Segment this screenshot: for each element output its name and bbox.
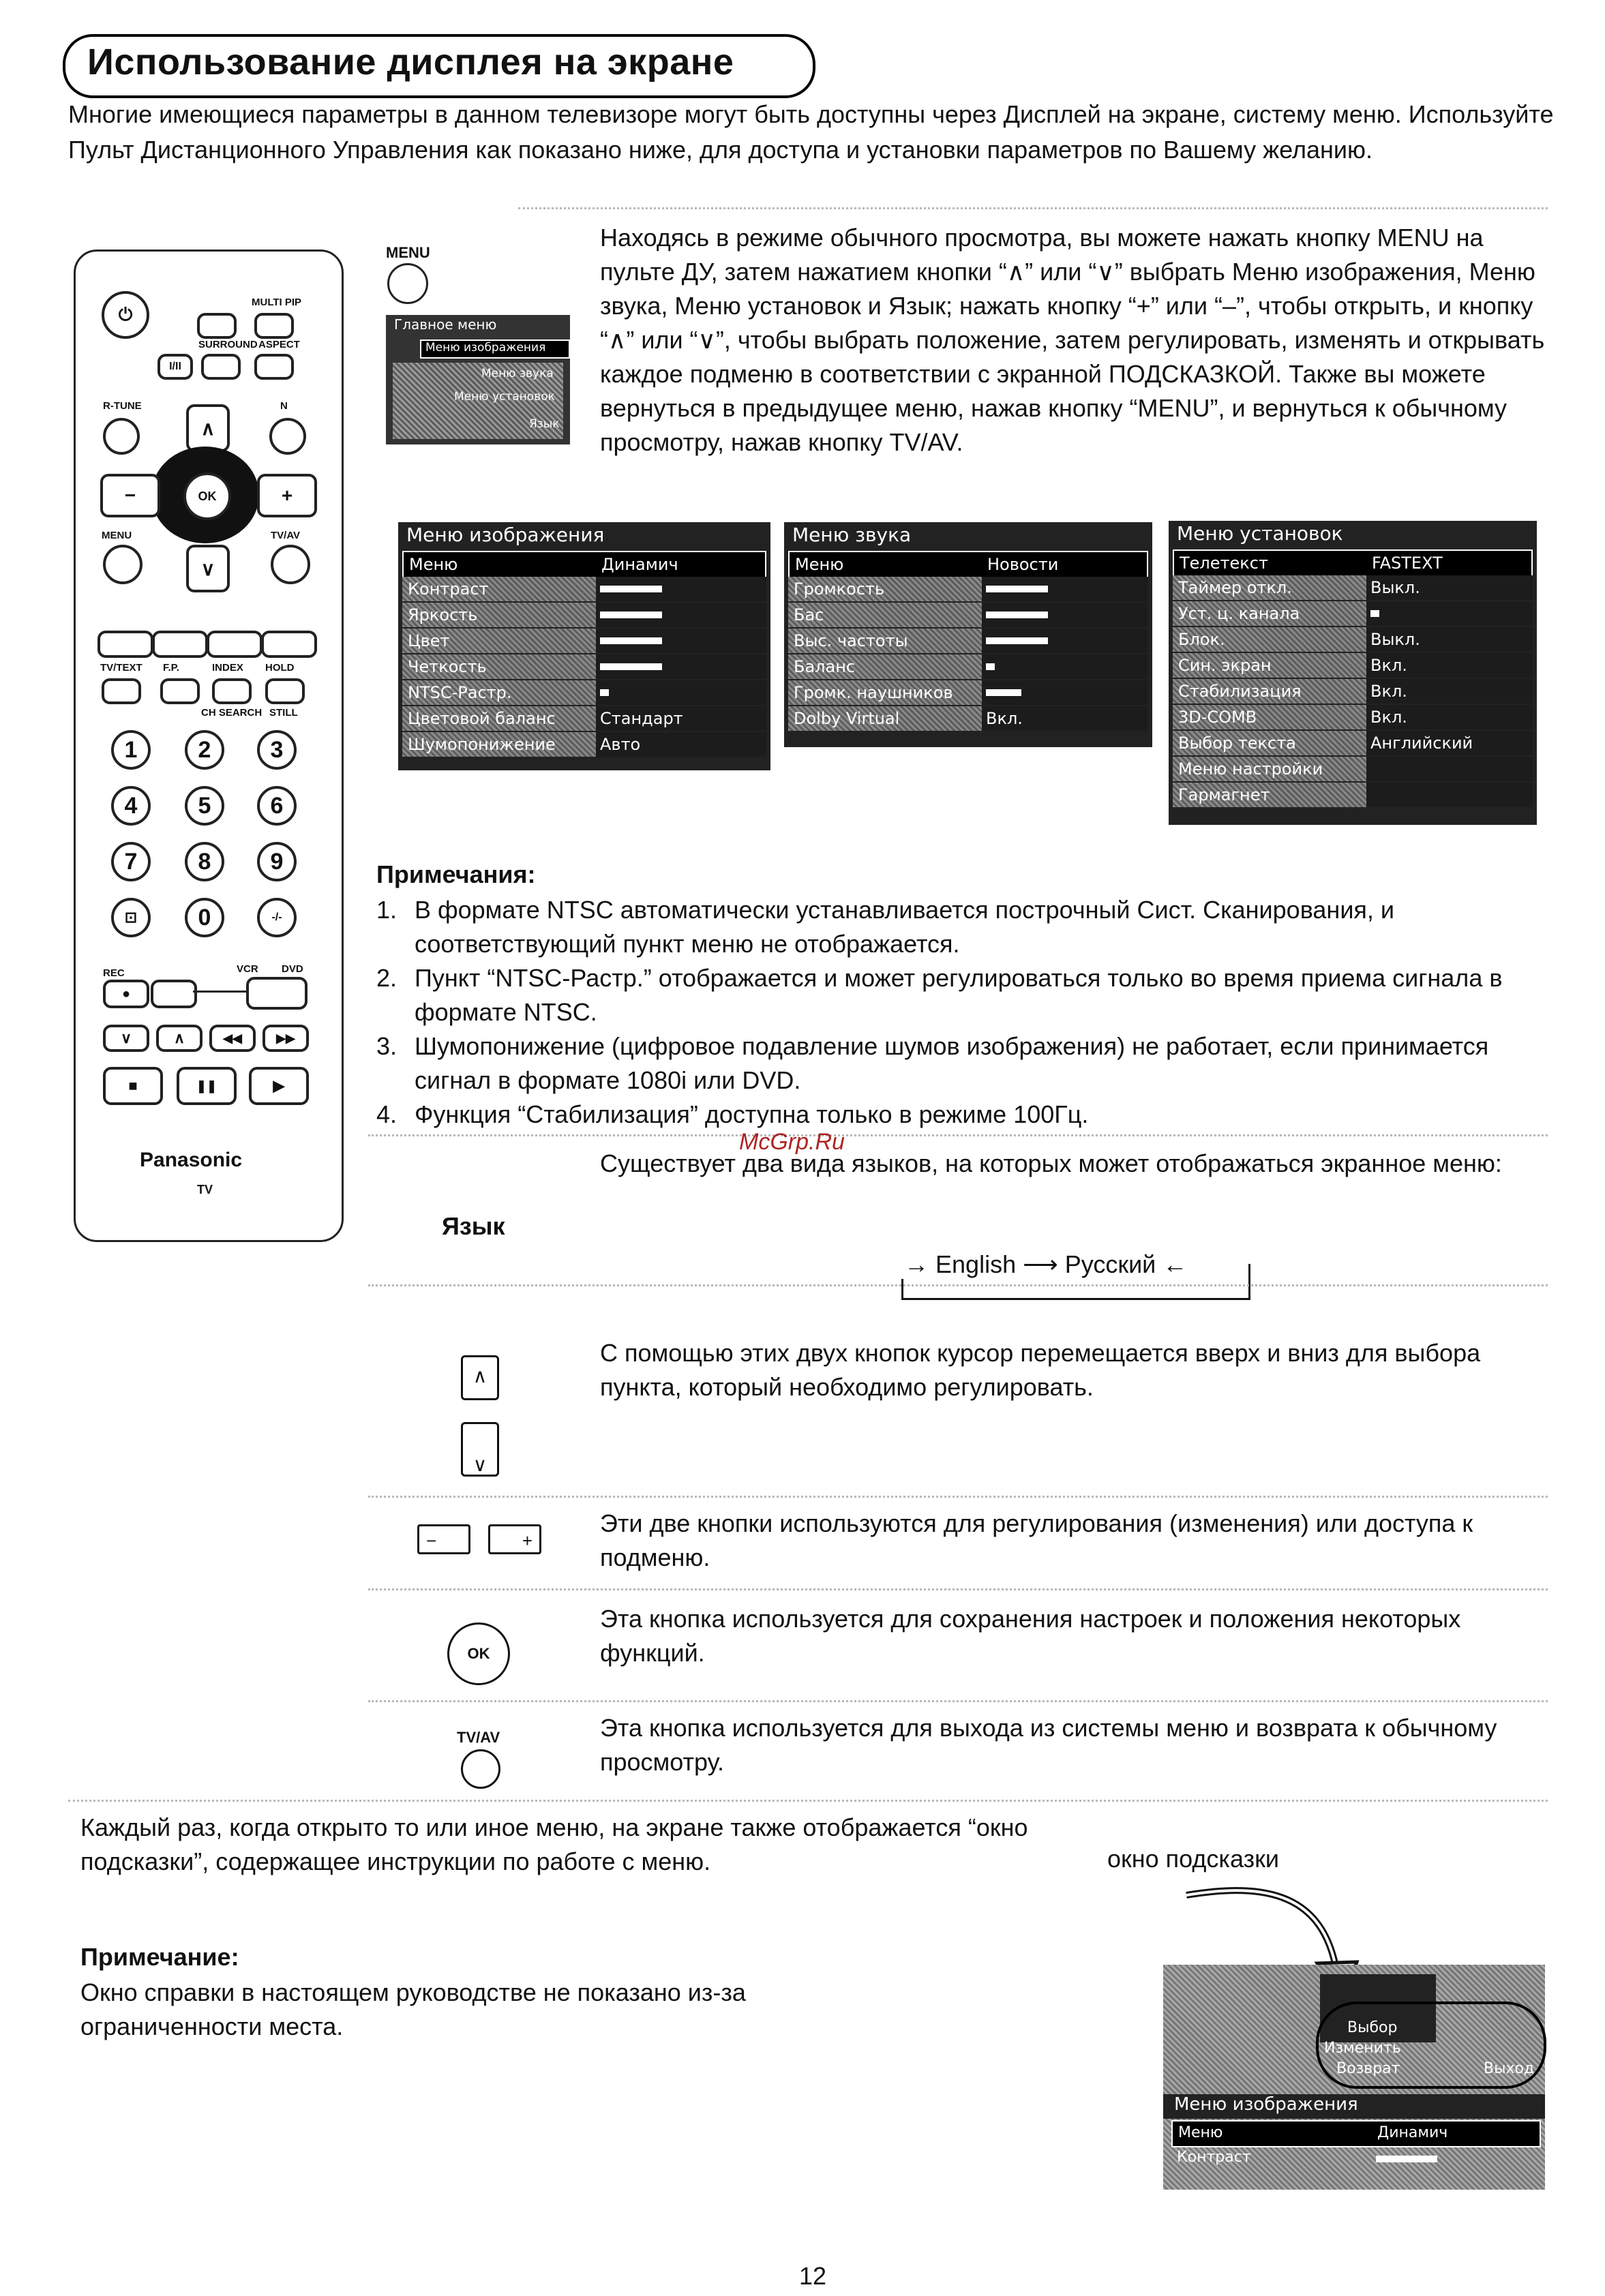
model-label: TV bbox=[197, 1183, 213, 1196]
fp-label: F.P. bbox=[163, 662, 179, 674]
help-back: Возврат bbox=[1336, 2060, 1400, 2077]
divider bbox=[368, 1496, 1548, 1498]
menu-row-value: Вкл. bbox=[1370, 682, 1407, 701]
note-item bbox=[376, 893, 1549, 961]
menu-row-label: Громкость bbox=[794, 579, 885, 599]
menu-row-label: 3D-COMB bbox=[1178, 708, 1257, 727]
main-menu-header: Главное меню bbox=[394, 316, 497, 333]
notes-list bbox=[376, 893, 1549, 1132]
setup-menu-header: Меню установок bbox=[1177, 522, 1343, 545]
help-row-value: Динамич bbox=[1377, 2124, 1448, 2141]
plus-button-icon: + bbox=[488, 1524, 541, 1554]
note-text: В формате NTSC автоматически устанавливается построчный Сист. Сканирования, и соответствующий пункт меню не отображается. bbox=[415, 896, 1395, 958]
page-number: 12 bbox=[799, 2262, 827, 2290]
index-label: INDEX bbox=[212, 662, 243, 674]
down-arrow-icon: ∨ bbox=[186, 545, 230, 592]
divider bbox=[368, 1700, 1548, 1702]
digit-button: 8 bbox=[185, 842, 224, 881]
menu-row bbox=[402, 654, 766, 679]
note-text: Шумопонижение (цифровое подавление шумов изображения) не работает, если принимается сигнал в формате 1080i или DVD. bbox=[415, 1032, 1489, 1094]
note-text: Пункт “NTSC-Растр.” отображается и может регулироваться только во время приема сигнала в формате NTSC. bbox=[415, 964, 1503, 1026]
ok-text: Эта кнопка используется для сохранения настроек и положения некоторых функций. bbox=[600, 1605, 1461, 1667]
note-number: 1. bbox=[376, 896, 397, 924]
menu-row bbox=[788, 629, 1148, 653]
menu-row-label: Контраст bbox=[408, 579, 489, 599]
divider bbox=[368, 1588, 1548, 1590]
menu-row-value: Авто bbox=[600, 735, 641, 754]
menu-row bbox=[402, 551, 766, 578]
n-label: N bbox=[280, 400, 288, 412]
language-diagram bbox=[899, 1250, 1253, 1299]
menu-row bbox=[1173, 549, 1533, 577]
menu-row bbox=[402, 732, 766, 757]
help-exit: Выход bbox=[1484, 2060, 1535, 2077]
menu-row-value: Вкл. bbox=[986, 709, 1023, 728]
menu-row bbox=[788, 603, 1148, 627]
menu-row-label: Стабилизация bbox=[1178, 682, 1302, 701]
picture-menu-osd bbox=[398, 522, 770, 770]
language-option-english: → English ⟶ Русский ← bbox=[899, 1250, 1192, 1279]
surround-label: SURROUND bbox=[198, 339, 258, 350]
menu-row bbox=[1173, 653, 1533, 678]
menu-button-icon bbox=[387, 263, 428, 304]
sound-mode-button: I/II bbox=[158, 354, 193, 380]
stop-icon: ■ bbox=[103, 1067, 163, 1105]
help-highlight-oval bbox=[1316, 2002, 1546, 2089]
menu-button-label: MENU bbox=[386, 244, 430, 261]
digit-button: 9 bbox=[257, 842, 297, 881]
note-item bbox=[376, 961, 1549, 1029]
menu-row bbox=[1173, 783, 1533, 807]
rec-label: REC bbox=[103, 967, 125, 979]
pause-icon: ❚❚ bbox=[177, 1067, 237, 1105]
aspect-label: ASPECT bbox=[258, 339, 300, 350]
menu-row bbox=[402, 706, 766, 731]
menu-row bbox=[1173, 679, 1533, 704]
help-row-selected bbox=[1171, 2120, 1541, 2147]
menu-row-label: Телетекст bbox=[1180, 554, 1268, 573]
tvtext-button bbox=[102, 678, 141, 704]
up-button-icon: ∧ bbox=[461, 1355, 499, 1400]
tvtext-label: TV/TEXT bbox=[100, 662, 142, 674]
dvd-label: DVD bbox=[282, 963, 303, 975]
language-label: Язык bbox=[442, 1212, 505, 1240]
remote-tvav-button bbox=[271, 545, 310, 584]
updown-text: С помощью этих двух кнопок курсор перемещается вверх и вниз для выбора пункта, который необходимо регулировать. bbox=[600, 1339, 1481, 1401]
fp-button bbox=[160, 678, 200, 704]
intro-text: Многие имеющиеся параметры в данном телевизоре могут быть доступны через Дисплей на экране, систему меню. Используйте Пульт Дистанционного Управления как показано ниже, для доступа и установки параметров по Вашему желанию. bbox=[68, 100, 1554, 164]
menu-row bbox=[1173, 575, 1533, 600]
aspect-button bbox=[254, 354, 294, 380]
menu-row-value: Новости bbox=[987, 555, 1059, 574]
menu-row-label: Бас bbox=[794, 605, 824, 624]
menu-row bbox=[1173, 731, 1533, 755]
note-number: 4. bbox=[376, 1100, 397, 1128]
menu-row bbox=[402, 680, 766, 705]
tvav-button-label: TV/AV bbox=[457, 1729, 500, 1746]
menu-row bbox=[788, 706, 1148, 731]
help-row bbox=[1171, 2146, 1538, 2171]
tvav-button-icon bbox=[461, 1749, 500, 1789]
up-arrow-icon: ∧ bbox=[186, 404, 230, 452]
digit-button: 0 bbox=[185, 898, 224, 937]
play-icon: ▶ bbox=[249, 1067, 309, 1105]
main-menu-item: Меню изображения bbox=[420, 339, 570, 359]
russian-label: Русский bbox=[1064, 1250, 1156, 1278]
menu-row-value: Выкл. bbox=[1370, 578, 1420, 597]
menu-row-label: Цветовой баланс bbox=[408, 709, 556, 728]
plus-button: + bbox=[257, 474, 317, 517]
menu-row-value-bg bbox=[1366, 783, 1533, 807]
hold-label: HOLD bbox=[265, 662, 295, 674]
note-number: 3. bbox=[376, 1032, 397, 1060]
menu-row-label: Яркость bbox=[408, 605, 478, 624]
vcr-power-button bbox=[151, 980, 197, 1008]
divider bbox=[368, 1134, 1548, 1136]
help-row-bar bbox=[1376, 2156, 1437, 2162]
menu-row-value-bg bbox=[596, 680, 766, 705]
chsearch-label: CH SEARCH bbox=[201, 707, 262, 719]
dash-button: -/- bbox=[257, 898, 297, 937]
menu-row-value-bg bbox=[1366, 757, 1533, 781]
menu-row-label: Син. экран bbox=[1178, 656, 1272, 675]
language-text: Существует два вида языков, на которых может отображаться экранное меню: bbox=[600, 1149, 1502, 1177]
menu-row-value: Стандарт bbox=[600, 709, 683, 728]
menu-row bbox=[788, 551, 1148, 578]
rewind-icon: ◀◀ bbox=[209, 1025, 256, 1052]
help-select: Выбор bbox=[1347, 2019, 1398, 2036]
red-button bbox=[97, 631, 153, 658]
menu-row-value: Выкл. bbox=[1370, 630, 1420, 649]
main-menu-item: Меню звука bbox=[481, 367, 554, 380]
menu-row-label: Меню настройки bbox=[1178, 759, 1323, 779]
menu-row-value: Английский bbox=[1370, 734, 1473, 753]
menu-row bbox=[788, 654, 1148, 679]
menu-row bbox=[1173, 601, 1533, 626]
menu-row bbox=[1173, 705, 1533, 729]
menu-row bbox=[402, 577, 766, 601]
yellow-button bbox=[207, 631, 262, 658]
power-icon: ⏻ bbox=[102, 291, 149, 339]
menu-row-bar bbox=[1370, 610, 1379, 617]
help-osd bbox=[1163, 1965, 1545, 2190]
menu-row-value: Вкл. bbox=[1370, 708, 1407, 727]
menu-row-label: Уст. ц. канала bbox=[1178, 604, 1300, 623]
digit-button: 3 bbox=[257, 730, 297, 770]
plusminus-text: Эти две кнопки используются для регулирования (изменения) или доступа к подменю. bbox=[600, 1509, 1473, 1571]
menu-row-label: Гармагнет bbox=[1178, 785, 1270, 804]
minus-button-icon: − bbox=[417, 1524, 470, 1554]
divider bbox=[368, 1284, 1548, 1286]
menu-row-label: Меню bbox=[409, 555, 458, 574]
sound-menu-osd bbox=[784, 522, 1152, 747]
multipip-label: MULTI PIP bbox=[252, 297, 302, 308]
help-row-label: Контраст bbox=[1177, 2149, 1251, 2166]
english-label: English bbox=[935, 1250, 1017, 1278]
menu-row-bar bbox=[600, 586, 662, 592]
digit-button: 4 bbox=[111, 786, 151, 826]
multipip-button bbox=[254, 313, 294, 339]
note-number: 2. bbox=[376, 964, 397, 992]
menu-row-label: Выс. частоты bbox=[794, 631, 908, 650]
help-change: Изменить bbox=[1324, 2040, 1401, 2057]
menu-row-bar bbox=[600, 663, 662, 670]
menu-row bbox=[402, 603, 766, 627]
main-menu-osd bbox=[386, 315, 570, 444]
note-item bbox=[376, 1029, 1549, 1098]
page-title: Использование дисплея на экране bbox=[87, 42, 734, 82]
digit-button: 5 bbox=[185, 786, 224, 826]
menu-paragraph: Находясь в режиме обычного просмотра, вы можете нажать кнопку MENU на пульте ДУ, затем нажатием кнопки “∧” или “∨” выбрать Меню изображения, Меню звука, Меню установок и Язык; нажать кнопку “+” или “–”, чтобы открыть, и кнопку “∧” или “∨”, чтобы выбрать положение, затем регулировать, изменять и открывать каждое подменю в соответствии с экранной ПОДСКАЗКОЙ. Также вы можете вернуться в предыдущее меню, нажав кнопку “MENU”, и вернуться к обычному просмотру, нажав кнопку TV/AV. bbox=[600, 224, 1545, 456]
menu-row-bar bbox=[986, 637, 1048, 644]
note-text: Функция “Стабилизация” доступна только в режиме 100Гц. bbox=[415, 1100, 1089, 1128]
menu-row-bar bbox=[600, 637, 662, 644]
divider bbox=[518, 207, 1548, 209]
menu-row-value-bg bbox=[982, 654, 1148, 679]
menu-row-label: Блок. bbox=[1178, 630, 1225, 649]
menu-row-label: Выбор текста bbox=[1178, 734, 1296, 753]
menu-row-label: Dolby Virtual bbox=[794, 709, 900, 728]
up-icon: ∧ bbox=[156, 1025, 202, 1052]
note-item bbox=[376, 1098, 1549, 1132]
digit-button: 2 bbox=[185, 730, 224, 770]
help-window-label: окно подсказки bbox=[1107, 1845, 1279, 1873]
digit-button: 7 bbox=[111, 842, 151, 881]
rtune-label: R-TUNE bbox=[103, 400, 142, 412]
notes-heading: Примечания: bbox=[376, 860, 536, 888]
surround-button bbox=[201, 354, 241, 380]
menu-row-value: Динамич bbox=[601, 555, 678, 574]
menu-row-label: Шумопонижение bbox=[408, 735, 556, 754]
input-icon: ⊡ bbox=[111, 898, 151, 937]
menu-row-value: Вкл. bbox=[1370, 656, 1407, 675]
main-menu-item: Меню установок bbox=[454, 390, 555, 404]
ok-button: OK bbox=[183, 472, 231, 520]
ok-button-icon: OK bbox=[447, 1622, 510, 1685]
menu-row bbox=[788, 680, 1148, 705]
sound-menu-header: Меню звука bbox=[792, 524, 912, 546]
menu-row-label: Громк. наушников bbox=[794, 683, 953, 702]
down-icon: ∨ bbox=[103, 1025, 149, 1052]
main-menu-item: Язык bbox=[529, 417, 560, 431]
hold-button bbox=[265, 678, 305, 704]
watermark: McGrp.Ru bbox=[739, 1129, 845, 1155]
help-row-label: Меню bbox=[1178, 2124, 1223, 2141]
menu-row-value: FASTEXT bbox=[1372, 554, 1443, 573]
menu-label: MENU bbox=[102, 530, 132, 541]
tvav-label: TV/AV bbox=[271, 530, 301, 541]
remote-control bbox=[74, 250, 344, 1242]
n-button bbox=[269, 418, 306, 455]
tvav-text: Эта кнопка используется для выхода из системы меню и возврата к обычному просмотру. bbox=[600, 1714, 1497, 1776]
down-button-icon: ∨ bbox=[461, 1422, 499, 1477]
menu-row-bar bbox=[986, 663, 995, 670]
menu-row-label: Меню bbox=[795, 555, 844, 574]
rec-icon: ● bbox=[103, 980, 149, 1008]
menu-row bbox=[1173, 627, 1533, 652]
rtune-button bbox=[103, 418, 140, 455]
menu-row-label: Таймер откл. bbox=[1178, 578, 1292, 597]
blue-button bbox=[261, 631, 317, 658]
menu-row bbox=[788, 577, 1148, 601]
setup-menu-osd bbox=[1169, 521, 1537, 825]
green-button bbox=[152, 631, 208, 658]
note2-heading: Примечание: bbox=[80, 1943, 239, 1971]
menu-row bbox=[402, 629, 766, 653]
help-paragraph: Каждый раз, когда открыто то или иное меню, на экране также отображается “окно подсказки”, содержащее инструкции по работе с меню. bbox=[80, 1813, 1028, 1875]
digit-button: 6 bbox=[257, 786, 297, 826]
menu-row-label: NTSC-Растр. bbox=[408, 683, 512, 702]
menu-row-bar bbox=[986, 689, 1021, 696]
remote-menu-button bbox=[103, 545, 142, 584]
connector-line bbox=[193, 991, 246, 993]
menu-row-bar bbox=[986, 611, 1048, 618]
help-menu-header: Меню изображения bbox=[1163, 2094, 1545, 2119]
brand-logo: Panasonic bbox=[140, 1149, 243, 1171]
divider bbox=[68, 1800, 1548, 1802]
menu-row bbox=[1173, 757, 1533, 781]
digit-button: 1 bbox=[111, 730, 151, 770]
note2-text: Окно справки в настоящем руководстве не показано из-за ограниченности места. bbox=[80, 1978, 746, 2040]
menu-row-value-bg bbox=[1366, 601, 1533, 626]
menu-row-bar bbox=[600, 611, 662, 618]
menu-row-bar bbox=[986, 586, 1048, 592]
clock-button bbox=[197, 313, 237, 339]
vcr-dvd-switch bbox=[246, 977, 308, 1010]
menu-row-bar bbox=[600, 689, 609, 696]
still-label: STILL bbox=[269, 707, 298, 719]
picture-menu-header: Меню изображения bbox=[406, 524, 605, 546]
menu-row-label: Четкость bbox=[408, 657, 487, 676]
fast-forward-icon: ▶▶ bbox=[262, 1025, 309, 1052]
index-button bbox=[212, 678, 252, 704]
minus-button: − bbox=[100, 474, 160, 517]
vcr-label: VCR bbox=[237, 963, 258, 975]
menu-row-label: Цвет bbox=[408, 631, 450, 650]
menu-row-label: Баланс bbox=[794, 657, 856, 676]
nav-cluster bbox=[148, 404, 264, 588]
